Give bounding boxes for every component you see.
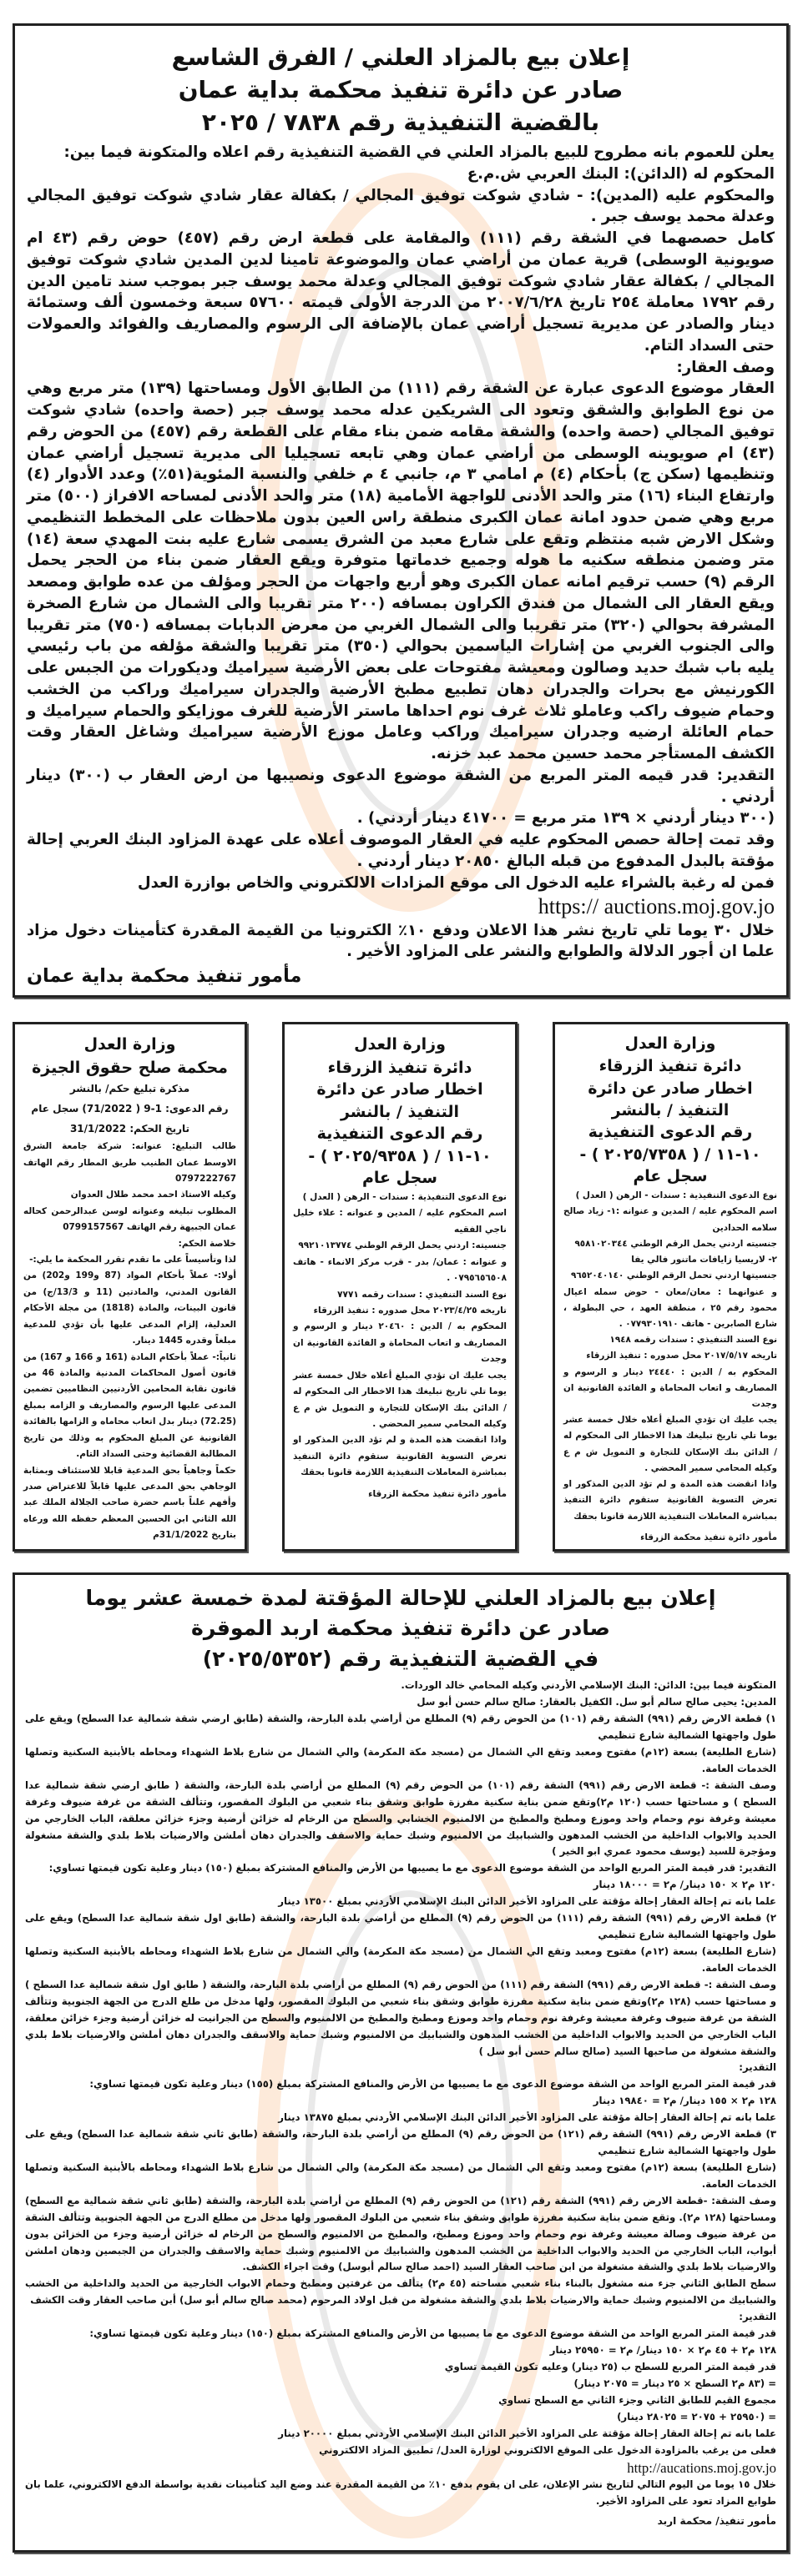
- notice-paragraph: وصف الشقة :- قطعة الارض رقم (٩٩١) الشقة رقم (١٠١) من الحوض رقم (٩) المطلع من أراضي بلدة البارحة، والشقة ( طابق ارضي شقة شمالية عدا السطح ) و مساحتها حسب (١٢٠ م٢)وتقع ضمن بناية سكنية مفرزة طوابق وشقق بناء شعبي من البلوك المقصور، وتتألف الشقة من غرفة ضيوف وغرفة معيشة وغرفة نوم وحمام واحد وموزع ومطبخ والمطبخ من الالمنيوم الخشابي والسطح من الرخام له خزائن أرضية وجزء خزائن معلقة، الباب الخارجي من الحديد والابواب الداخلية من الخشب المدهون والشبابيك من الالمنيوم وشبك حماية والاسقف والجدران دهان أملشن والارضيات بلاط بلدي والشقة مشغولة ومؤجرة للسيد (يوسف محمود عمري ابو الخير ): [25, 1779, 776, 1858]
- notice-heading: دائرة تنفيذ الزرقاء: [327, 1058, 472, 1077]
- notice-zarqa-9358: [282, 1022, 518, 1552]
- notice-line: وكيله الاستاذ احمد محمد طلال العدوان: [70, 1190, 236, 1200]
- notice-paragraph: ١٢٨ م٢ × ١٥٥ دينار/ م٢ = ١٩٨٤٠ دينار: [593, 2095, 776, 2107]
- auction-notice-irbid: [13, 1572, 789, 2553]
- notice-paragraph: ١) قطعة الارض رقم (٩٩١) الشقة رقم (١٠١) من الحوض رقم (٩) المطلع من أراضي بلدة البارحة، والشقة (طابق ارضي شقة شمالية عدا السطح) ويقع على طول واجهتها الشمالية شارع تنظيمي: [25, 1713, 776, 1741]
- notice-paragraph-list: [27, 142, 775, 893]
- case-number-heading: بالقضية التنفيذية رقم ٧٨٣٨ / ٢٠٢٥: [201, 108, 600, 137]
- notice-paragraph: وقد تمت إحالة حصص المحكوم عليه في العقار الموصوف أعلاه على عهدة المزاود البنك العربي إحالة مؤقتة بالبدل المدفوع من قبله البالغ ٢٠٨٥٠ دينار أردني .: [27, 831, 775, 870]
- notice-paragraph: (٣٠٠ دينار أردني × ١٣٩ متر مربع = ٤١٧٠٠ دينار أردني) .: [356, 809, 775, 828]
- notice-heading-list: [293, 1057, 507, 1190]
- notice-subheading: رقم الدعوى: 1-9 ( 71/2022) سجل عام: [31, 1103, 229, 1115]
- notice-subtitle: صادر عن دائرة تنفيذ محكمة بداية عمان: [178, 76, 624, 104]
- notice-line: تاريخه ٢٠٢٣/٤/٢٥ محل صدوره : تنفيذ الزرقاء: [313, 1306, 507, 1316]
- notice-line: طالب التبليغ: عنوانه: شركة جامعة الشرق الاوسط عمان الطنيب طريق المطار رقم الهاتف 0797222767: [23, 1141, 236, 1184]
- notice-signature: مأمور تنفيذ محكمة بداية عمان: [27, 965, 302, 988]
- notice-line: نوع السند التنفيذي : سندات رقمه ١٩٤٨: [609, 1335, 777, 1346]
- notice-heading: رقم الدعوى التنفيذية ١٠-١١ / ( ٢٠٢٥/٧٣٥٨ ) - سجل عام: [579, 1124, 761, 1185]
- notice-paragraph: قدر قيمة المتر المربع الواحد من الشقة موضوع الدعوى مع ما يصيبها من الأرض والمنافع المشتركة بمبلغ (١٥٥) دينار وعلية تكون قيمتها تساوي:: [89, 2078, 776, 2090]
- auction-website-link[interactable]: https:// auctions.moj.gov.jo: [538, 894, 775, 919]
- notice-line: ثانياً:- عملاً بأحكام المادة (161 و 166 و 167) من قانون أصول المحاكمات المدنية والمادة 46 من قانون نقابة المحامين الأردنيين النظاميين تضمين المدعى عليها الرسوم والمصاريف و الزامه بمبلغ (72.25) دينار بدل اتعاب محاماه و الزامها بالفائدة القانونية عن المبلغ المحكوم به وذلك من تاريخ المطالبة القضائية وحتى السداد التام.: [23, 1351, 236, 1460]
- ministry-heading: وزارة العدل: [83, 1035, 176, 1054]
- notice-line: و عنوانه : عمان/ بدر - قرب مركز الانماء - هاتف ٠٧٩٥٦٥٦٥٠٨ .: [293, 1256, 507, 1284]
- notice-line: نوع الدعوى التنفيذية : سندات - الرهن ( العدل ): [575, 1190, 777, 1201]
- notice-title: إعلان بيع بالمزاد العلني للإحالة المؤقتة لمدة خمسة عشر يوما: [85, 1586, 716, 1610]
- notice-paragraph: المحكوم له (الدائن): البنك العربي ش.م.ع: [467, 164, 775, 183]
- notice-line-list: [293, 1190, 507, 1482]
- notice-paragraph: (شارع الطليعة) بسعة (١٢م) مفتوح ومعبد وتقع الي الشمال من (مسجد مكة المكرمة) والي الشمال من شارع بلاط الشهداء ومحاطه بالأبنية السكنية وتصلها الخدمات العامة.: [25, 1745, 776, 1774]
- notice-paragraph: فعلى من يرغب بالمزاودة الدخول على الموقع الالكتروني لوزارة العدل/ تطبيق المزاد الالكتروني: [319, 2443, 776, 2456]
- notice-line: جنسيته: اردني يحمل الرقم الوطني ٩٩٢١٠١٣٧٧٤: [298, 1240, 507, 1251]
- notice-signature: مأمور دائرة تنفيذ محكمة الزرقاء: [640, 1532, 777, 1542]
- notice-line: المحكوم به / الدين : ٢٠٤٦٠ دينار و الرسوم و المصاريف و اتعاب المحاماة و الفائدة القانونية ان وجدت: [293, 1321, 507, 1365]
- notice-paragraph: = (٨٣ م٢ السطح × ٢٥ دينار = ٢٠٧٥ دينار): [573, 2377, 776, 2389]
- notice-heading: دائرة تنفيذ الزرقاء: [598, 1058, 742, 1076]
- notice-line: واذا انقضت هذه المدة و لم تؤد الدين المذكور او تعرض التسوية القانونية ستقوم دائرة التنفيذ بمباشرة المعاملات التنفيذية اللازمة قانونا بحقك: [563, 1479, 777, 1522]
- notice-line: اسم المحكوم عليه / المدين و عنوانه : علاء خليل ناجي الفقيه: [293, 1208, 507, 1235]
- notice-paragraph: سطح الطابق الثاني جزء منه مشغول بالبناء بناء شعبي مساحته (٤٥ م٢) يتألف من غرفتين ومطبخ وحمام الابواب الخارجية من الحديد والداخلية من الخشب والشبابيك من الالمنيوم وشبك حماية والارضيات بلاط بلدي والشقة مشغولة من قبل اولاد المرحوم (محمد صالح سالم أبو سل) أبن صاحب العقار وقت الكشف: [25, 2277, 777, 2307]
- notice-line: تاريخه ٢٠١٧/٥/١٧ محل صدوره : تنفيذ الزرقاء: [586, 1351, 777, 1361]
- notice-paragraph: علما بانه تم إحالة العقار إحالة مؤقتة على المزاود الأخير الدائن البنك الإسلامي الأردني بمبلغ ١٣٨٧٥ دينار: [278, 2111, 776, 2124]
- notice-line-list: [563, 1188, 777, 1525]
- notice-paragraph: التقدير:: [739, 2311, 776, 2323]
- notice-paragraph: المدين: يحيى صالح سالم أبو سل. الكفيل بالعقار: صالح سالم حسن أبو سل: [417, 1696, 776, 1708]
- ministry-heading: وزارة العدل: [624, 1035, 716, 1053]
- notice-paragraph: خلال ١٥ يوما من اليوم التالي لتاريخ نشر الإعلان، على ان يقوم بدفع ١٠٪ من القيمة المقدرة عند وضع اليد كتأمينات نقدية بواسطة الدفع الالكتروني، علما بان طوابع المزاد تعود على المزاود الأخير.: [25, 2478, 776, 2508]
- notice-paragraph: العقار موضوع الدعوى عبارة عن الشقة رقم (١١١) من الطابق الأول ومساحتها (١٣٩) متر مربع وهي من نوع الطوابق والشقق وتعود الى الشريكين عدله محمد يوسف جبر (حصة واحده) شادي شوكت توفيق المجالي (حصة واحده) والشقة مقامه ضمن بناء مقام على القطعة رقم (٤٥٧) من الحوض رقم (٤٣) ام صويوينه الوسطى من أراضي عمان وهي تابعه تسجيليا الى مديرية تسجيل أراضي عمان وتنظيمها (سكن ج) بأحكام (٤) م امامي ٣ م، جانبي ٤ م خلفي والنسبة المئوية(٥١٪) وعدد الأدوار (٤) وارتفاع البناء (١٦) متر والحد الأدنى للواجهة الأمامية (١٨) متر والحد الأدنى لمساحه الافراز (٥٠٠) متر مربع وهي ضمن حدود امانة عمان الكبرى منطقة راس العين بدون ملاحظات على المخطط التنظيمي وشكل الارض شبه منتظم وتقع على شارع معبد من الشرق يسمى شارع عليه بنت المهدي سعة (١٤) متر وضمن منطقه سكنيه ما هوله وجميع خدماتها متوفرة ويقع العقار ضمن بناء من الحجر يحمل الرقم (٩) حسب ترقيم امانه عمان الكبرى وهو أربع واجهات من الحجر ومؤلف من عده طوابق ومصعد ويقع العقار الى الشمال من فندق الكراون بمسافه (٢٠٠ متر تقريبا والى الشمال من شارع الصخرة المشرفة بحوالي (٣٢٠) متر تقريبا والى الشمال الغربي من معرض الدبابات بمسافه (٧٥٠) متر تقريبا والى الجنوب الغربي من إشارات الياسمين بحوالي (٣٥٠) متر تقريبا والشقة مؤلفه من باب رئيسي يليه باب شبك حديد وصالون ومعيشة مفتوحات على بعض الأرضية سيراميك وديكورات من الجبس على الكورنيش مع بحرات والجدران دهان تطبيع مطبخ الأرضية والجدران سيراميك وراكب من الخشب وحمام ضيوف راكب وعاملو ثلاث غرف نوم احداها ماستر الأرضية للغرف موزايكو والحمام سيراميك و حمام العائلة ارضيه وجدران سيراميك وراكب وعامل موزع الأرضية سيراميك وشاغل العقار وقت الكشف المستأجر محمد حسين محمد عبد خزنه.: [27, 380, 775, 763]
- notice-paragraph: علما بانه تم إحالة العقار إحالة مؤقتة على المزاود الأخير الدائن البنك الإسلامي الأردني بمبلغ ١٣٥٠٠ دينار: [278, 1895, 776, 1908]
- notice-heading: رقم الدعوى التنفيذية ١٠-١١ / ( ٢٠٢٥/٩٣٥٨ ) - سجل عام: [308, 1124, 492, 1188]
- notice-subheading: مذكرة تبليغ حكم/ بالنشر: [69, 1083, 190, 1095]
- notice-paragraph: ١٢٨ م٢ + ٤٥ م٢ × ١٥٠ دينار/ م٢ = ٢٥٩٥٠ دينار: [549, 2344, 776, 2357]
- notice-signature: مأمور تنفيذ/ محكمة اربد: [657, 2515, 776, 2528]
- notice-paragraph: كامل حصصهما في الشقة رقم (١١١) والمقامة على قطعة ارض رقم (٤٥٧) حوض رقم (٤٣ ام صويونية الوسطى) قرية عمان من أراضي عمان والموضوعة تامينا لدين المدين شادي شوكت توفيق المجالي / بكفالة عقار شادي شوكت توفيق المجالي وعدلة محمد يوسف جبر بموجب سند تامين الدين رقم ١٧٩٢ معاملة ٢٥٤ تاريخ ٢٠٠٧/٦/٢٨ من الدرجة الأولى قيمته ٥٧٦٠٠ سبعة وخمسون ألف وستمائة دينار والصادر عن مديرية تسجيل أراضي عمان بالإضافة الى الرسوم والمصاريف والفوائد والعمولات حتى السداد التام.: [27, 229, 775, 355]
- notice-zarqa-7358: [553, 1022, 788, 1552]
- notice-paragraph: علما بانه تم إحالة العقار إحالة مؤقتة على المزاود الأخير الدائن البنك الإسلامي الأردني بمبلغ ٢٠٠٠٠ دينار: [278, 2427, 776, 2439]
- notice-subtitle: صادر عن دائرة تنفيذ محكمة اربد الموقرة: [191, 1616, 610, 1641]
- court-heading: محكمة صلح حقوق الجيزة: [32, 1058, 228, 1077]
- notice-paragraph-list: [25, 1678, 776, 2458]
- notice-line: المحكوم به / الدين : ٢٤٤٤٠ دينار و الرسوم و المصاريف و اتعاب المحاماة و الفائدة القانونية ان وجدت: [563, 1366, 778, 1410]
- notice-paragraph: (شارع الطليعة) بسعة (١٢م) مفتوح ومعبد وتقع الي الشمال من (مسجد مكة المكرمة) والي الشمال من شارع بلاط الشهداء ومحاطه بالأبنية السكنية وتصلها الخدمات العامة.: [25, 2161, 776, 2190]
- notice-paragraph: فمن له رغبة بالشراء عليه الدخول الى موقع المزادات الالكتروني والخاص بوازرة العدل: [137, 873, 775, 892]
- notice-line: نوع الدعوى التنفيذية : سندات - الرهن ( العدل ): [302, 1192, 507, 1203]
- notice-paragraph: قدر قيمة المتر المربع للسطح ب (٢٥ دينار) وعليه تكون القيمة تساوي: [444, 2361, 776, 2373]
- notice-paragraph: المتكونة فيما بين: الدائن: البنك الإسلامي الأردني وكيله المحامي خالد الوردات.: [401, 1679, 776, 1692]
- notice-line: نوع السند التنفيذي : سندات رقمه ٧٧٧١: [337, 1289, 507, 1300]
- notice-paragraph: التقدير: قدر قيمة المتر المربع الواحد من الشقة موضوع الدعوى مع ما يصيبها من الأرض والمنافع المشتركة بمبلغ (١٥٠) دينار وعلية تكون قيمتها تساوي:: [48, 1862, 776, 1874]
- notice-line: أولا:- عملاً بأحكام المواد (87 و199 و202) من القانون المدني، والمادتين (11 و 13/3/ج) من قانون البينات، والمادة (1818) من مجلة الأحكام العدلية، إلزام المدعى عليها بأن تؤدي للمدعية مبلغاً وقدره 1445 دينار.: [23, 1270, 237, 1346]
- notice-paragraph: وصف الشقة :- قطعة الارض رقم (٩٩١) الشقة رقم (١١١) من الحوض رقم (٩) المطلع من أراضي بلدة البارحة، والشقة ( طابق اول شقة شمالية عدا السطح ) و مساحتها حسب (١٢٨ م٢)وتقع ضمن بناية سكنية مفرزة طوابق وشقق بناء شعبي من البلوك المقصور، ولها مدخل من طلع الدرج من الجهة الجنوبية وتتألف الشقة من غرفة ضيوف وغرفة معيشة وغرفة نوم وحمام واحد وموزع ومطبخ والمطبخ من الالمنيوم والسطح من الجرانيت له خزائن أرضية وجزء خزائن معلقة، الباب الخارجي من الحديد والابواب الداخلية من الخشب المدهون والشبابيك من الالمنيوم وشبك حماية والاسقف والجدران دهان أملشن والارضيات بلاط بلدي والشقة مشغولة من صاحبها السيد (صالح سالم حسن أبو سل ): [25, 1978, 776, 2057]
- notice-paragraph: = (٢٥٩٥٠ + ٢٠٧٥ = ٢٨٠٢٥ دينار): [617, 2410, 776, 2423]
- notice-line: لذا وتأسيساً على ما تقدم تقرر المحكمة ما يلي:-: [29, 1255, 236, 1265]
- auction-website-link[interactable]: http://aucations.moj.gov.jo: [627, 2459, 776, 2476]
- notice-line: خلاصة الحكم:: [178, 1238, 236, 1249]
- notice-paragraph: مجموع القيم للطابق الثاني وجزء الثاني مع السطح تساوي: [498, 2393, 776, 2406]
- notice-line: المطلوب تبليغه وعنوانه لوسن عبدالرحمن كحاله عمان الجبيهة رقم الهاتف 0799157567: [23, 1205, 236, 1233]
- notice-line-list: [23, 1139, 236, 1544]
- notice-paragraph: قدر قيمة المتر المربع الواحد من الشقة موضوع الدعوى مع ما يصيبها من الأرض والمنافع المشتركة بمبلغ (١٥٠) دينار وعلية تكون قيمتها تساوي:: [89, 2327, 776, 2340]
- notice-paragraph: (شارع الطليعة) بسعة (١٢م) مفتوح ومعبد وتقع الي الشمال من (مسجد مكة المكرمة) والي الشمال من شارع بلاط الشهداء ومحاطه بالأبنية السكنية وتصلها الخدمات العامة.: [25, 1945, 776, 1974]
- notice-subheading: تاريخ الحكم: 31/1/2022: [69, 1123, 190, 1135]
- notice-paragraph: ١٢٠ م٢ × ١٥٠ دينار/ م٢ = ١٨٠٠٠ دينار: [593, 1879, 776, 1891]
- notice-paragraph: خلال ٣٠ يوما تلي تاريخ نشر هذا الاعلان ودفع ١٠٪ الكترونيا من القيمة المقدرة كتأمينات دخول مزاد علما ان أجور الدلالة والطوابع والنشر على المزاود الأخير .: [27, 921, 775, 961]
- notice-giza-court: [13, 1022, 247, 1552]
- notice-line: حكماً وجاهياً بحق المدعية قابلا للاستئناف وبمثابة الوجاهي بحق المدعى عليها قابلاً للاعتراض صدر وأفهم علناً باسم حضرة صاحب الجلالة الملك عبد الله الثاني ابن الحسين المعظم حفظه الله ورعاه بتاريخ 31/1/2022م: [23, 1465, 236, 1541]
- notice-line: جنسيتها اردني تحمل الرقم الوطني ٩٦٥٢٠٤٠١٤٠: [570, 1270, 777, 1281]
- ministry-heading: وزارة العدل: [354, 1035, 446, 1054]
- auction-notice-amman: [13, 23, 789, 998]
- notice-line: يجب عليك ان تؤدي المبلغ أعلاه خلال خمسة عشر يوما تلي تاريخ تبليغك هذا الاخطار الى المحكوم له / الدائن بنك الإسكان للتجارة و التمويل ش م ع وكيله المحامي سمير المحضي .: [563, 1415, 777, 1473]
- notice-title: إعلان بيع بالمزاد العلني / الفرق الشاسع: [171, 43, 630, 71]
- notice-line: يجب عليك ان تؤدي المبلغ أعلاه خلال خمسة عشر يوما تلي تاريخ تبليغك هذا الاخطار الى المحكوم له / الدائن بنك الإسكان للتجارة و التمويل ش م ع وكيله المحامي سمير المحضي .: [293, 1370, 507, 1429]
- notice-heading: اخطار صادر عن دائرة التنفيذ / بالنشر: [316, 1080, 483, 1121]
- notice-heading: اخطار صادر عن دائرة التنفيذ / بالنشر: [588, 1079, 753, 1119]
- notice-paragraph: والمحكوم عليه (المدين): - شادي شوكت توفيق المجالي / بكفالة عقار شادي شوكت توفيق المجالي وعدلة محمد يوسف جبر .: [27, 186, 775, 226]
- notice-heading-list: [563, 1056, 777, 1188]
- notice-paragraph: يعلن للعموم بانه مطروح للبيع بالمزاد العلني في القضية التنفيذية رقم اعلاه والمتكونة فيما بين:: [63, 143, 775, 162]
- notice-paragraph: وصف العقار:: [676, 358, 775, 376]
- notice-paragraph: التقدير:: [739, 2061, 776, 2074]
- case-number-heading: في القضية التنفيذية رقم (٢٠٢٥/٥٣٥٢): [202, 1646, 599, 1671]
- notice-paragraph: وصف الشقة: -قطعة الارض رقم (٩٩١) الشقة رقم (١٢١) من الحوض رقم (٩) المطلع من أراضي بلدة البارحة، والشقة (طابق ثاني شقة شمالية مع السطح) ومساحتها (١٢٨ م٢). وتقع ضمن بناية سكنية مفرزة طوابق وشقق بناء شعبي من البلوك المقصور ولها مدخل من مطلع الدرج من الجهة الجنوبية وتتألف الشقة من غرفة ضيوف وصالة معيشة وغرفة نوم وحمام واحد وموزع ومطبخ، والمطبخ من الالمنيوم والسطح من الرخام له خزائن أرضية وجزء من الخزائن بدون أبواب، الباب الخارجي من الحديد والابواب الداخلية من الخشب المدهون والشبابيك من الالمنيوم وشبك حماية والاسقف والجدران من الجبصين ودهان املشن والارضيات بلاط بلدي والشقة مشغولة من ابن صاحب العقار السيد (احمد صالح سالم أبوسل) وقت اجراء الكشف.: [25, 2194, 776, 2273]
- notice-line: جنسيته اردني يحمل الرقم الوطني ٩٥٨١٠٢٠٣٤٤: [574, 1238, 777, 1249]
- notice-line: اسم المحكوم عليه / المدين و عنوانه :١- زياد صالح سلامه الحدادين: [563, 1206, 777, 1233]
- notice-subheading-list: [23, 1079, 236, 1139]
- notice-line: ٢- لاريسيا زايافات ماتنور فالي يفا: [631, 1255, 777, 1265]
- notice-line: و عنوانهما : معان/معان - حوض سمله اعيال محمود رقم ٢٥ ، منطقة العهد ، حي البطولة ، شارع الصابرين - هاتف ٠٧٧٩٣٠١٩١٠ .: [563, 1286, 777, 1329]
- notice-paragraph: ٢) قطعة الارض رقم (٩٩١) الشقة رقم (١١١) من الحوض رقم (٩) المطلع من أراضي بلدة البارحة، والشقة (طابق اول شقة شمالية عدا السطح) ويقع على طول واجهتها الشمالية شارع تنظيمي: [25, 1912, 776, 1941]
- notice-line: واذا انقضت هذه المدة و لم تؤد الدين المذكور او تعرض التسوية القانونية ستقوم دائرة التنفيذ بمباشرة المعاملات التنفيذية اللازمة قانونا بحقك: [293, 1435, 507, 1478]
- notice-paragraph: ٣) قطعة الارض رقم (٩٩١) الشقة رقم (١٢١) من الحوض رقم (٩) المطلع من أراضي بلدة البارحة، والشقة (طابق ثاني شقة شمالية عدا السطح) ويقع على طول واجهتها الشمالية شارع تنظيمي: [25, 2128, 776, 2157]
- notice-signature: مأمور دائرة تنفيذ محكمة الزرقاء: [368, 1488, 507, 1499]
- notice-paragraph: التقدير: قدر قيمه المتر المربع من الشقة موضوع الدعوى ونصيبها من ارض العقار ب (٣٠٠) دينار أردني .: [27, 766, 775, 806]
